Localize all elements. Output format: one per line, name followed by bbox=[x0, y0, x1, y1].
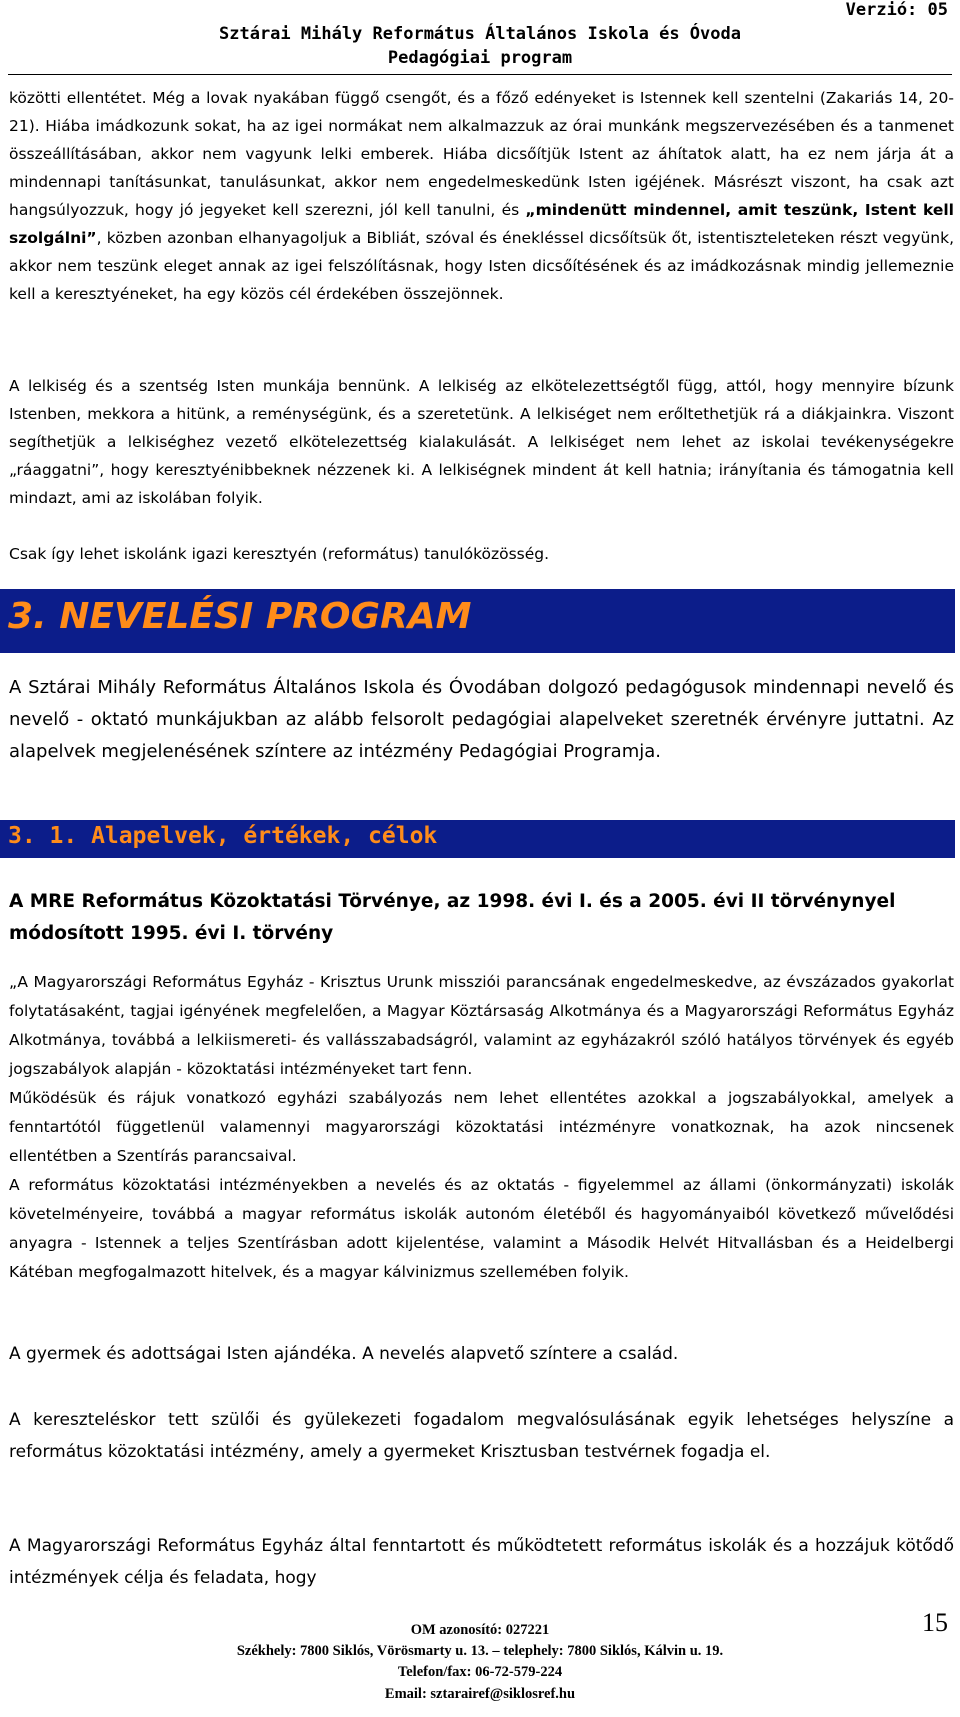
paragraph-7: A kereszteléskor tett szülői és gyülekezeti fogadalom megvalósulásának egyik lehetséges helyszíne a református közoktatási intézmény, amely a gyermeket Krisztusban testvérnek fogadja el. bbox=[9, 1410, 954, 1462]
paragraph-1 bbox=[9, 84, 954, 308]
paragraph-8: A Magyarországi Református Egyház által fenntartott és működtetett református iskolák és a hozzájuk kötődő intézmények célja és feladata, hogy bbox=[9, 1536, 954, 1588]
header-subtitle: Pedagógiai program bbox=[387, 48, 573, 68]
quote-paragraph: „A Magyarországi Református Egyház - Krisztus Urunk missziói parancsának engedelmeskedve, az évszázados gyakorlat folytatásaként, tagjai igényének megfelelően, a Magyar Köztársaság Alkotmánya és a Magyarországi Református Egyház Alkotmánya, továbbá a lelkiismereti- és vallásszabadságról, valamint az egyházakról szóló hatályos törvények és egyéb jogszabályok alapján - közoktatási intézményeket tart fenn. bbox=[9, 973, 954, 1078]
footer-phone: Telefon/fax: 06-72-579-224 bbox=[397, 1664, 563, 1680]
footer-om-id: OM azonosító: 027221 bbox=[410, 1622, 550, 1638]
quote-paragraph: Működésük és rájuk vonatkozó egyházi szabályozás nem lehet ellentétes azokkal a jogszabályokkal, amelyek a fenntartótól függetlenül valamennyi magyarországi közoktatási intézményre vonatkoznak, ha azok nincsenek ellentétben a Szentírás parancsaival. bbox=[9, 1089, 954, 1165]
subsection-heading: 3. 1. Alapelvek, értékek, célok bbox=[8, 823, 438, 849]
footer-email: Email: sztarairef@siklosref.hu bbox=[384, 1686, 576, 1702]
paragraph-4: A Sztárai Mihály Református Általános Iskola és Óvodában dolgozó pedagógusok mindennapi nevelő és nevelő - oktató munkájukban az alább felsorolt pedagógiai alapelveket szeretnék érvényre juttatni. Az alapelvek megjelenésének színtere az intézmény Pedagógiai Programja. bbox=[9, 677, 954, 762]
paragraph-3: Csak így lehet iskolánk igazi keresztyén (református) tanulóközösség. bbox=[9, 545, 550, 563]
paragraph-1-emphasis: „mindenütt mindennel, amit teszünk, Istent kell szolgálni” bbox=[9, 201, 954, 247]
version-label: Verzió: 05 bbox=[845, 0, 948, 20]
section-heading: 3. NEVELÉSI PROGRAM bbox=[8, 596, 472, 637]
law-quote bbox=[9, 968, 954, 1287]
law-title: A MRE Református Közoktatási Törvénye, az 1998. évi I. és a 2005. évi II törvénynyel módosított 1995. évi I. törvény bbox=[9, 891, 896, 944]
header-school-name: Sztárai Mihály Református Általános Iskola és Óvoda bbox=[219, 24, 741, 44]
paragraph-1-text-b: , közben azonban elhanyagoljuk a Bibliát, szóval és énekléssel dicsőítsük őt, istentiszteleteken részt vegyünk, akkor nem teszünk eleget annak az igei felszólításnak, hogy Isten dicsőítésének és az imádkozásnak mindig jellemeznie kell a keresztyéneket, ha egy közös cél érdekében összejönnek. bbox=[9, 229, 954, 303]
header-divider bbox=[8, 74, 952, 75]
quote-paragraph: A református közoktatási intézményekben a nevelés és az oktatás - figyelemmel az állami (önkormányzati) iskolák követelményeire, továbbá a magyar református iskolák autonóm életéből és hagyományaiból következő művelődési anyagra - Istennek a teljes Szentírásban adott kijelentése, valamint a Második Helvét Hitvallásban és a Heidelbergi Kátéban megfogalmazott hitelvek, és a magyar kálvinizmus szellemében folyik. bbox=[9, 1176, 954, 1281]
paragraph-2: A lelkiség és a szentség Isten munkája bennünk. A lelkiség az elkötelezettségtől függ, attól, hogy mennyire bízunk Istenben, mekkora a hitünk, a reménységünk, és a szeretetünk. A lelkiséget nem erőltethetjük rá a diákjainkra. Viszont segíthetjük a lelkiséghez vezető elkötelezettség kialakulását. A lelkiséget nem lehet az iskolai tevékenységekre „ráaggatni”, hogy keresztyénibbeknek nézzenek ki. A lelkiségnek mindent át kell hatnia; irányítania és támogatnia kell mindazt, ami az iskolában folyik. bbox=[9, 377, 954, 507]
page-number: 15 bbox=[922, 1608, 948, 1637]
paragraph-6: A gyermek és adottságai Isten ajándéka. A nevelés alapvető színtere a család. bbox=[9, 1344, 679, 1364]
paragraph-1-text-a: közötti ellentétet. Még a lovak nyakában függő csengőt, és a főző edényeket is Istennek kell szentelni (Zakariás 14, 20-21). Hiába imádkozunk sokat, ha az igei normákat nem alkalmazzuk az órai munkánk megszervezésében és a tanmenet összeállításában, akkor nem vagyunk lelki emberek. Hiába dicsőítjük Istent az áhítatok alatt, ha ez nem járja át a mindennapi tanításunkat, tanulásunkat, akkor nem engedelmeskedünk Isten igéjének. Másrészt viszont, ha csak azt hangsúlyozzuk, hogy jó jegyeket kell szerezni, jól kell tanulni, és bbox=[9, 89, 954, 219]
footer-address: Székhely: 7800 Siklós, Vörösmarty u. 13. – telephely: 7800 Siklós, Kálvin u. 19. bbox=[236, 1643, 724, 1659]
